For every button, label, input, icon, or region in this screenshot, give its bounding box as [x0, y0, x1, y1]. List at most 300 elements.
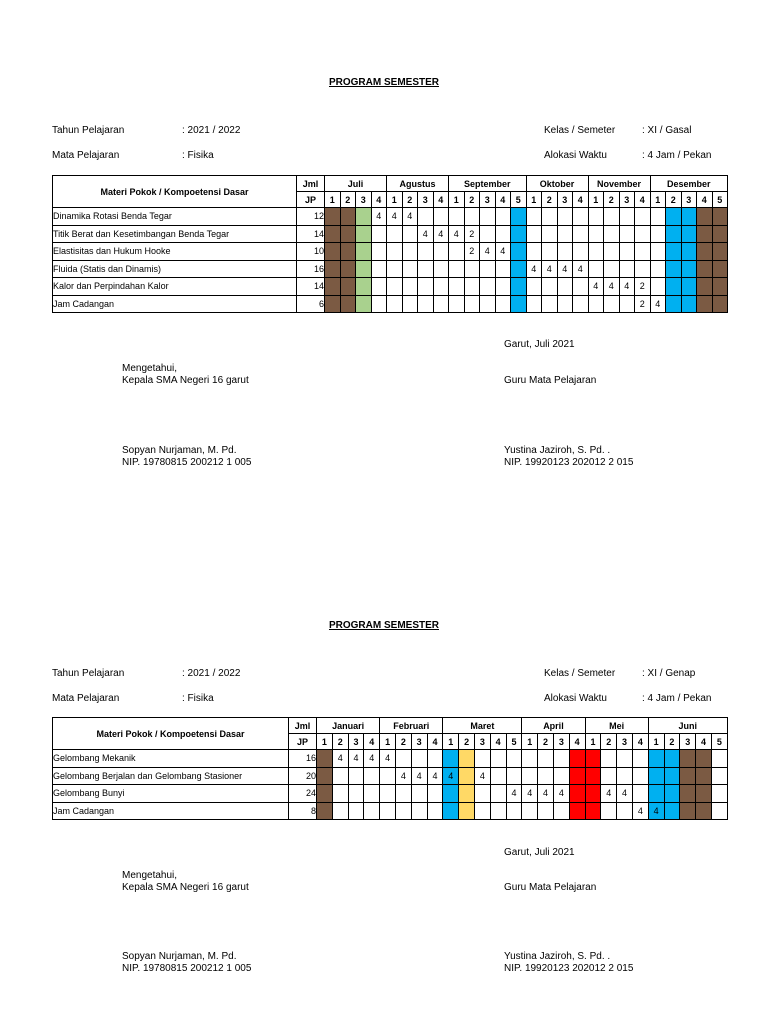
week-cell: [635, 208, 651, 226]
table-row: [53, 278, 728, 296]
week-cell: [449, 243, 465, 261]
week-cell: [356, 208, 372, 226]
week-cell: 4: [522, 785, 538, 803]
week-cell: [495, 260, 511, 278]
week-cell: 4: [617, 785, 633, 803]
week-cell: [680, 750, 696, 768]
week-cell: [666, 243, 682, 261]
guru-nip: NIP. 19920123 202012 2 015: [504, 963, 634, 974]
week-cell: [573, 208, 589, 226]
jp-cell: 14: [297, 278, 325, 296]
month-header: Agustus: [387, 176, 449, 192]
week-cell: [495, 295, 511, 313]
week-cell: 4: [542, 260, 558, 278]
week-cell: [585, 802, 601, 820]
week-cell: [395, 785, 411, 803]
week-cell: [585, 767, 601, 785]
week-cell: [506, 802, 522, 820]
week-cell: [511, 295, 527, 313]
week-cell: [433, 295, 449, 313]
week-cell: [619, 208, 635, 226]
week-cell: [635, 243, 651, 261]
week-cell: [711, 750, 727, 768]
week-cell: [619, 225, 635, 243]
tahun-value: : 2021 / 2022: [182, 668, 241, 679]
jp-cell: 10: [297, 243, 325, 261]
week-cell: [538, 767, 554, 785]
week-cell: [542, 243, 558, 261]
week-cell: [526, 278, 542, 296]
week-cell: [340, 208, 356, 226]
kelas-value: : XI / Gasal: [642, 125, 692, 136]
week-cell: 4: [348, 750, 364, 768]
week-cell: [664, 785, 680, 803]
week-number: 1: [522, 734, 538, 750]
week-cell: [506, 750, 522, 768]
week-cell: [696, 767, 712, 785]
week-cell: [480, 295, 496, 313]
week-cell: [371, 295, 387, 313]
week-number: 3: [480, 192, 496, 208]
kepala-name: Sopyan Nurjaman, M. Pd.: [122, 445, 237, 456]
alokasi-value: : 4 Jam / Pekan: [642, 150, 712, 161]
table-row: [53, 750, 728, 768]
week-cell: [464, 278, 480, 296]
week-number: 4: [696, 734, 712, 750]
week-number: 2: [538, 734, 554, 750]
month-header: Januari: [317, 718, 380, 734]
week-cell: [697, 260, 713, 278]
week-cell: [433, 243, 449, 261]
kelas-value: : XI / Genap: [642, 668, 696, 679]
tahun-label: Tahun Pelajaran: [52, 125, 125, 136]
week-cell: [681, 243, 697, 261]
week-cell: [511, 243, 527, 261]
schedule-table: [52, 175, 728, 313]
week-cell: [666, 260, 682, 278]
kepala-nip: NIP. 19780815 200212 1 005: [122, 457, 252, 468]
header-materi: Materi Pokok / Kompoetensi Dasar: [53, 718, 289, 750]
week-number: 1: [585, 734, 601, 750]
week-cell: [538, 802, 554, 820]
week-cell: [697, 295, 713, 313]
week-cell: [325, 295, 341, 313]
week-cell: [427, 750, 443, 768]
week-cell: [380, 785, 396, 803]
week-number: 4: [495, 192, 511, 208]
materi-cell: Dinamika Rotasi Benda Tegar: [53, 208, 297, 226]
week-number: 3: [619, 192, 635, 208]
week-cell: [650, 278, 666, 296]
week-number: 2: [340, 192, 356, 208]
week-cell: [601, 767, 617, 785]
week-cell: [411, 750, 427, 768]
week-cell: [427, 802, 443, 820]
week-cell: [459, 750, 475, 768]
week-cell: [325, 225, 341, 243]
week-cell: [411, 785, 427, 803]
week-cell: [480, 208, 496, 226]
week-cell: [317, 785, 333, 803]
table-row: [53, 767, 728, 785]
materi-cell: Elastisitas dan Hukum Hooke: [53, 243, 297, 261]
week-cell: [387, 278, 403, 296]
week-number: 1: [317, 734, 333, 750]
week-cell: [681, 225, 697, 243]
week-cell: 4: [553, 785, 569, 803]
jp-cell: 8: [289, 802, 317, 820]
week-cell: [317, 750, 333, 768]
week-cell: [711, 802, 727, 820]
jp-cell: 16: [297, 260, 325, 278]
table-row: [53, 260, 728, 278]
alokasi-label: Alokasi Waktu: [544, 150, 607, 161]
week-cell: [604, 295, 620, 313]
week-cell: [443, 750, 459, 768]
week-cell: [569, 750, 585, 768]
week-cell: 4: [433, 225, 449, 243]
week-cell: [648, 750, 664, 768]
week-cell: 4: [588, 278, 604, 296]
week-number: 3: [474, 734, 490, 750]
week-cell: [418, 243, 434, 261]
week-number: 3: [356, 192, 372, 208]
week-number: 2: [464, 192, 480, 208]
jp-cell: 12: [297, 208, 325, 226]
place-date: Garut, Juli 2021: [504, 339, 575, 350]
week-cell: [604, 208, 620, 226]
week-cell: [666, 295, 682, 313]
week-cell: [371, 243, 387, 261]
month-header: November: [588, 176, 650, 192]
week-cell: [526, 208, 542, 226]
week-cell: [443, 802, 459, 820]
week-cell: [617, 767, 633, 785]
week-cell: [411, 802, 427, 820]
materi-cell: Titik Berat dan Kesetimbangan Benda Tegar: [53, 225, 297, 243]
week-cell: [542, 208, 558, 226]
week-cell: [712, 225, 728, 243]
week-cell: [712, 260, 728, 278]
week-cell: [464, 295, 480, 313]
week-number: 3: [681, 192, 697, 208]
week-cell: [573, 243, 589, 261]
week-number: 1: [588, 192, 604, 208]
week-cell: [340, 225, 356, 243]
guru-label: Guru Mata Pelajaran: [504, 375, 597, 386]
guru-label: Guru Mata Pelajaran: [504, 882, 597, 893]
week-cell: [650, 243, 666, 261]
week-cell: [681, 208, 697, 226]
week-cell: [490, 802, 506, 820]
week-cell: [711, 767, 727, 785]
week-cell: [371, 225, 387, 243]
week-cell: [371, 278, 387, 296]
kepala-label: Kepala SMA Negeri 16 garut: [122, 882, 249, 893]
jp-cell: 14: [297, 225, 325, 243]
table-row: [53, 243, 728, 261]
week-cell: [569, 802, 585, 820]
week-cell: [317, 767, 333, 785]
week-number: 1: [648, 734, 664, 750]
week-cell: [569, 785, 585, 803]
week-cell: [402, 278, 418, 296]
jp-cell: 16: [289, 750, 317, 768]
week-cell: 4: [480, 243, 496, 261]
week-cell: [538, 750, 554, 768]
week-cell: [402, 225, 418, 243]
kepala-nip: NIP. 19780815 200212 1 005: [122, 963, 252, 974]
week-cell: [364, 785, 380, 803]
week-number: 4: [635, 192, 651, 208]
week-cell: [506, 767, 522, 785]
week-cell: [666, 225, 682, 243]
table-row: [53, 785, 728, 803]
week-cell: [511, 208, 527, 226]
week-cell: [356, 278, 372, 296]
week-cell: [557, 278, 573, 296]
week-cell: [635, 225, 651, 243]
week-cell: [664, 802, 680, 820]
week-number: 1: [650, 192, 666, 208]
week-cell: [474, 802, 490, 820]
week-cell: [387, 243, 403, 261]
week-cell: 4: [449, 225, 465, 243]
week-cell: [664, 750, 680, 768]
month-header: Februari: [380, 718, 443, 734]
week-cell: [585, 785, 601, 803]
week-cell: 4: [648, 802, 664, 820]
week-cell: [696, 750, 712, 768]
week-cell: [317, 802, 333, 820]
week-cell: [511, 260, 527, 278]
week-cell: [433, 278, 449, 296]
week-cell: [712, 208, 728, 226]
week-number: 1: [325, 192, 341, 208]
week-cell: [495, 208, 511, 226]
week-number: 1: [449, 192, 465, 208]
week-cell: [480, 225, 496, 243]
week-cell: [380, 767, 396, 785]
week-number: 1: [380, 734, 396, 750]
week-cell: [526, 225, 542, 243]
week-cell: [553, 767, 569, 785]
mapel-value: : Fisika: [182, 693, 214, 704]
week-cell: [601, 750, 617, 768]
mapel-value: : Fisika: [182, 150, 214, 161]
week-cell: 4: [650, 295, 666, 313]
week-cell: [650, 260, 666, 278]
week-number: 2: [395, 734, 411, 750]
week-cell: [325, 278, 341, 296]
week-cell: 2: [464, 225, 480, 243]
month-header: Juni: [648, 718, 727, 734]
week-cell: 4: [604, 278, 620, 296]
week-cell: [356, 260, 372, 278]
table-row: [53, 802, 728, 820]
materi-cell: Gelombang Berjalan dan Gelombang Stasioner: [53, 767, 289, 785]
week-number: 4: [371, 192, 387, 208]
week-cell: [387, 260, 403, 278]
week-cell: [348, 802, 364, 820]
week-cell: [697, 278, 713, 296]
week-number: 2: [332, 734, 348, 750]
week-cell: [348, 767, 364, 785]
tahun-label: Tahun Pelajaran: [52, 668, 125, 679]
materi-cell: Jam Cadangan: [53, 802, 289, 820]
week-number: 5: [506, 734, 522, 750]
table-row: [53, 208, 728, 226]
page-title: PROGRAM SEMESTER: [328, 620, 439, 631]
kepala-name: Sopyan Nurjaman, M. Pd.: [122, 951, 237, 962]
week-number: 2: [542, 192, 558, 208]
week-number: 2: [666, 192, 682, 208]
week-cell: [526, 295, 542, 313]
week-number: 4: [697, 192, 713, 208]
month-header: Mei: [585, 718, 648, 734]
week-cell: [340, 243, 356, 261]
week-cell: [680, 767, 696, 785]
week-cell: [511, 278, 527, 296]
week-cell: [356, 225, 372, 243]
week-cell: [490, 767, 506, 785]
week-cell: [332, 785, 348, 803]
week-cell: [666, 208, 682, 226]
week-cell: [522, 767, 538, 785]
week-cell: [573, 295, 589, 313]
week-cell: 4: [371, 208, 387, 226]
schedule-table: [52, 717, 728, 820]
week-cell: 4: [380, 750, 396, 768]
week-cell: [522, 750, 538, 768]
week-cell: [495, 225, 511, 243]
materi-cell: Fluida (Statis dan Dinamis): [53, 260, 297, 278]
week-cell: [619, 243, 635, 261]
week-cell: [464, 208, 480, 226]
week-cell: [680, 802, 696, 820]
materi-cell: Kalor dan Perpindahan Kalor: [53, 278, 297, 296]
week-cell: [617, 750, 633, 768]
week-cell: [433, 260, 449, 278]
week-number: 1: [526, 192, 542, 208]
week-cell: [380, 802, 396, 820]
materi-cell: Jam Cadangan: [53, 295, 297, 313]
week-cell: [697, 208, 713, 226]
week-cell: [443, 785, 459, 803]
week-number: 2: [664, 734, 680, 750]
week-cell: [433, 208, 449, 226]
mapel-label: Mata Pelajaran: [52, 693, 120, 704]
week-cell: [480, 278, 496, 296]
week-cell: [681, 260, 697, 278]
week-cell: [557, 208, 573, 226]
week-cell: [332, 802, 348, 820]
week-cell: [648, 785, 664, 803]
week-cell: [490, 785, 506, 803]
month-header: April: [522, 718, 585, 734]
week-cell: [588, 295, 604, 313]
week-cell: [325, 208, 341, 226]
week-cell: [356, 295, 372, 313]
jp-cell: 24: [289, 785, 317, 803]
week-cell: 4: [632, 802, 648, 820]
week-number: 3: [348, 734, 364, 750]
week-cell: 4: [402, 208, 418, 226]
week-cell: [632, 767, 648, 785]
week-cell: [340, 278, 356, 296]
week-number: 3: [557, 192, 573, 208]
week-cell: [664, 767, 680, 785]
week-number: 3: [617, 734, 633, 750]
month-header: Juli: [325, 176, 387, 192]
week-cell: [418, 260, 434, 278]
week-cell: [542, 278, 558, 296]
week-cell: [697, 225, 713, 243]
week-cell: [542, 225, 558, 243]
week-number: 5: [712, 192, 728, 208]
week-cell: [681, 295, 697, 313]
week-number: 4: [569, 734, 585, 750]
week-cell: [542, 295, 558, 313]
week-number: 5: [511, 192, 527, 208]
week-cell: [681, 278, 697, 296]
mengetahui-label: Mengetahui,: [122, 363, 178, 374]
week-cell: 4: [573, 260, 589, 278]
alokasi-label: Alokasi Waktu: [544, 693, 607, 704]
week-cell: [604, 260, 620, 278]
week-number: 4: [490, 734, 506, 750]
week-number: 1: [443, 734, 459, 750]
header-materi: Materi Pokok / Kompoetensi Dasar: [53, 176, 297, 208]
week-cell: [604, 243, 620, 261]
week-cell: [635, 260, 651, 278]
week-cell: [712, 295, 728, 313]
week-cell: [387, 225, 403, 243]
week-cell: 4: [526, 260, 542, 278]
week-cell: [619, 295, 635, 313]
week-number: 4: [364, 734, 380, 750]
week-cell: [340, 295, 356, 313]
week-cell: [553, 750, 569, 768]
week-cell: 4: [506, 785, 522, 803]
guru-name: Yustina Jaziroh, S. Pd. .: [504, 445, 611, 456]
week-cell: 4: [495, 243, 511, 261]
week-cell: [650, 225, 666, 243]
week-cell: [522, 802, 538, 820]
alokasi-value: : 4 Jam / Pekan: [642, 693, 712, 704]
week-cell: [395, 802, 411, 820]
week-number: 1: [387, 192, 403, 208]
week-number: 2: [604, 192, 620, 208]
kelas-label: Kelas / Semeter: [544, 125, 616, 136]
week-cell: [588, 208, 604, 226]
week-cell: [711, 785, 727, 803]
week-cell: [557, 225, 573, 243]
header-jp: JP: [297, 192, 325, 208]
week-cell: [588, 243, 604, 261]
guru-nip: NIP. 19920123 202012 2 015: [504, 457, 634, 468]
week-cell: [573, 278, 589, 296]
week-cell: [495, 278, 511, 296]
week-cell: [511, 225, 527, 243]
table-row: [53, 225, 728, 243]
week-cell: [617, 802, 633, 820]
week-cell: [332, 767, 348, 785]
week-cell: 4: [364, 750, 380, 768]
week-cell: [348, 785, 364, 803]
week-cell: [696, 802, 712, 820]
week-cell: [632, 750, 648, 768]
